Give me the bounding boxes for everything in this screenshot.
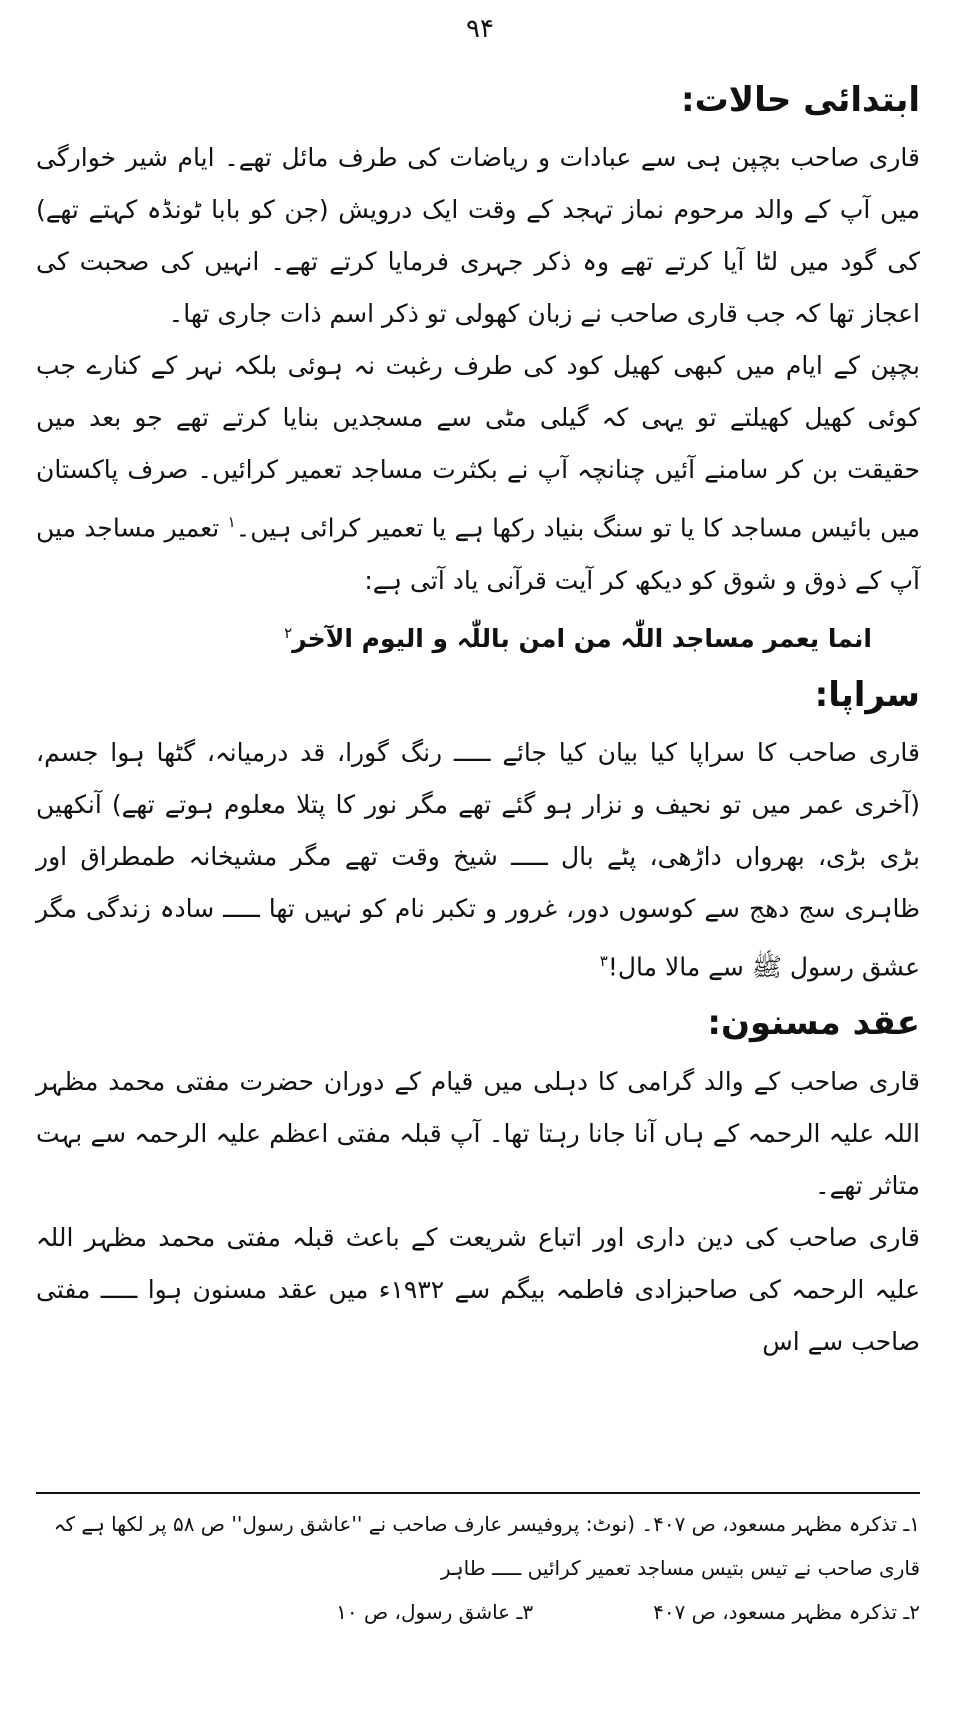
footnote-3: ۳ـ عاشق رسول، ص ۱۰: [336, 1600, 534, 1624]
footnotes: [36, 1502, 920, 1634]
quranic-verse-text: انما یعمر مساجد اللّٰہ من امن باللّٰہ و الیوم الآخر: [292, 623, 872, 653]
paragraph-early-life-1: قاری صاحب بچپن ہی سے عبادات و ریاضات کی طرف مائل تھے۔ ایام شیر خوارگی میں آپ کے والد مرحوم نماز تہجد کے وقت ایک درویش (جن کو بابا ٹونڈہ کہتے تھے) کی گود میں لٹا آیا کرتے تھے وہ ذکر جہری فرمایا کرتے تھے۔ انہیں کی صحبت کی اعجاز تھا کہ جب قاری صاحب نے زبان کھولی تو ذکر اسم ذات جاری تھا۔: [36, 143, 920, 329]
footnote-1: ۱ـ تذکرہ مظہر مسعود، ص ۴۰۷۔ (نوٹ: پروفیسر عارف صاحب نے ''عاشق رسول'' ص ۵۸ پر لکھا ہے کہ قاری صاحب نے تیس بتیس مساجد تعمیر کرائیں ـــــ طاہر: [53, 1512, 920, 1580]
footnote-divider: [36, 1492, 920, 1494]
paragraph-appearance-text: قاری صاحب کا سراپا کیا بیان کیا جائے ـــــ رنگ گورا، قد درمیانہ، گٹھا ہوا جسم، (آخری عمر میں تو نحیف و نزار ہو گئے تھے مگر نور کا پتلا معلوم ہوتے تھے) آنکھیں بڑی بڑی، بھرواں داڑھی، پٹے بال ـــــ شیخ وقت تھے مگر مشیخانہ طمطراق اور ظاہری سج دھج سے کوسوں دور، غرور و تکبر نام کو نہیں تھا ـــــ سادہ زندگی مگر عشق رسول ﷺ سے مالا مال!: [36, 738, 920, 982]
quranic-verse: [36, 607, 920, 665]
footnote-marker-1: ۱: [227, 513, 236, 532]
footnote-marker-2: ۲: [284, 623, 293, 642]
page-number: ۹۴: [466, 14, 494, 44]
heading-marriage: عقد مسنون:: [707, 1003, 920, 1044]
footnote-2: ۲ـ تذکرہ مظہر مسعود، ص ۴۰۷: [653, 1600, 920, 1624]
paragraph-marriage-2: قاری صاحب کی دین داری اور اتباع شریعت کے باعث قبلہ مفتی محمد مظہر اللہ علیہ الرحمہ کی صاحبزادی فاطمہ بیگم سے ۱۹۳۲ء میں عقد مسنون ہوا ـــــ مفتی صاحب سے اس: [36, 1222, 921, 1356]
footnote-marker-3: ۳: [599, 952, 608, 971]
paragraph-appearance: [36, 727, 920, 993]
footnote-row: [36, 1590, 920, 1634]
paragraph-early-life-2-text: بچپن کے ایام میں کبھی کھیل کود کی طرف رغبت نہ ہوئی بلکہ نہر کے کنارے جب کوئی کھیل کھیلتے تو یہی کہ گیلی مٹی سے مسجدیں بنایا کرتے تھے جو بعد میں حقیقت بن کر سامنے آئیں چنانچہ آپ نے بکثرت مساجد تعمیر کرائیں۔ صرف پاکستان میں بائیس مساجد کا یا تو سنگ بنیاد رکھا ہے یا تعمیر کرائی ہیں۔: [36, 351, 920, 543]
paragraph-early-life-2: [36, 340, 920, 606]
paragraph-marriage-1: قاری صاحب کے والد گرامی کا دہلی میں قیام کے دوران حضرت مفتی محمد مظہر اللہ علیہ الرحمہ کے ہاں آنا جانا رہتا تھا۔ آپ قبلہ مفتی اعظم علیہ الرحمہ سے بہت متاثر تھے۔: [36, 1066, 920, 1200]
heading-early-life: ابتدائی حالات:: [681, 80, 920, 120]
heading-appearance: سراپا:: [814, 674, 920, 715]
paragraph-early-life-2-tail: تعمیر مساجد میں آپ کے ذوق و شوق کو دیکھ کر آیت قرآنی یاد آتی ہے:: [36, 513, 920, 595]
page-body: [36, 70, 920, 1368]
